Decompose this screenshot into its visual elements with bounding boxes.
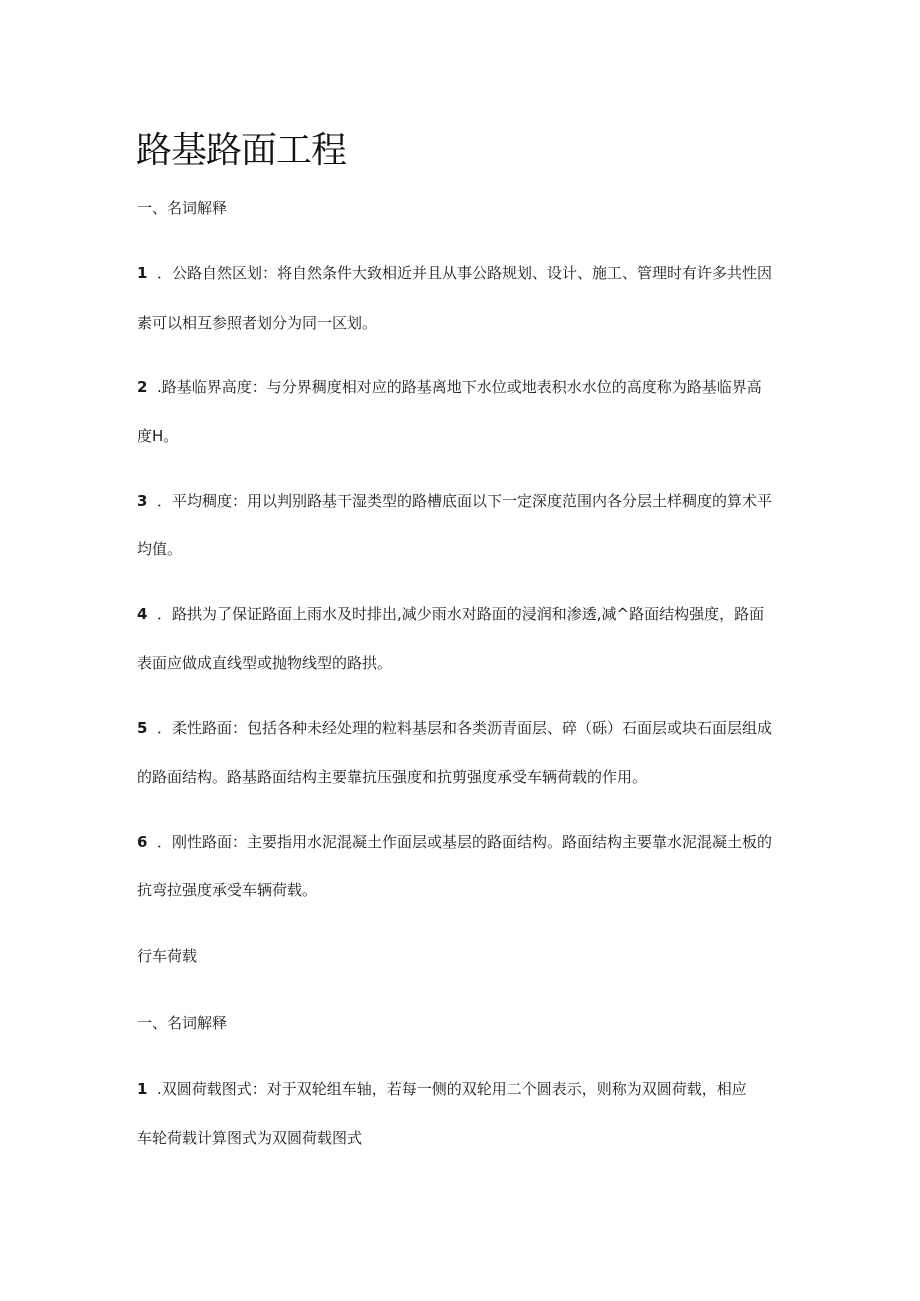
item-number: 1: [137, 1080, 148, 1098]
item-number: 2: [137, 378, 148, 396]
item-text-line2: 车轮荷载计算图式为双圆荷载图式: [137, 1129, 363, 1147]
item-number: 4: [137, 605, 148, 623]
item-number: 5: [137, 719, 148, 737]
item-text-line2: 均值。: [137, 540, 183, 558]
item-text-line2: 的路面结构。路基路面结构主要靠抗压强度和抗剪强度承受车辆荷载的作用。: [137, 768, 648, 786]
list-item: [137, 376, 762, 397]
list-item: [137, 490, 772, 511]
item-text-line2: 表面应做成直线型或抛物线型的路拱。: [137, 654, 393, 672]
item-text-line1: ．路拱为了保证路面上雨水及时排出,减少雨水对路面的浸润和渗透,减^路面结构强度，路面: [157, 605, 765, 623]
item-text-line1: ．柔性路面：包括各种未经处理的粒料基层和各类沥青面层、碎（砾）石面层或块石面层组成: [157, 719, 773, 737]
item-number: 1: [137, 264, 148, 282]
item-text-line1: .双圆荷载图式：对于双轮组车轴，若每一侧的双轮用二个圆表示，则称为双圆荷载，相应: [157, 1080, 747, 1098]
section-heading: 一、名词解释: [137, 199, 228, 217]
list-item: [137, 1078, 747, 1099]
list-item: [137, 717, 772, 738]
item-number: 6: [137, 833, 148, 851]
item-text-line1: ．公路自然区划：将自然条件大致相近并且从事公路规划、设计、施工、管理时有许多共性因: [157, 264, 773, 282]
list-item: [137, 831, 772, 852]
item-text-line2: 抗弯拉强度承受车辆荷载。: [137, 881, 318, 899]
item-text-line1: .路基临界高度：与分界稠度相对应的路基离地下水位或地表积水水位的高度称为路基临界高: [157, 378, 762, 396]
list-item: [137, 262, 772, 283]
item-text-line2: 度H。: [137, 427, 179, 445]
section-heading: 一、名词解释: [137, 1014, 228, 1032]
item-number: 3: [137, 492, 148, 510]
item-text-line1: ．平均稠度：用以判别路基干湿类型的路槽底面以下一定深度范围内各分层土样稠度的算术平: [157, 492, 773, 510]
list-item: [137, 603, 764, 624]
section-title: 行车荷载: [137, 947, 198, 965]
document-title: 路基路面工程: [136, 130, 347, 171]
item-text-line1: ．刚性路面：主要指用水泥混凝土作面层或基层的路面结构。路面结构主要靠水泥混凝土板的: [157, 833, 773, 851]
item-text-line2: 素可以相互参照者划分为同一区划。: [137, 314, 378, 332]
